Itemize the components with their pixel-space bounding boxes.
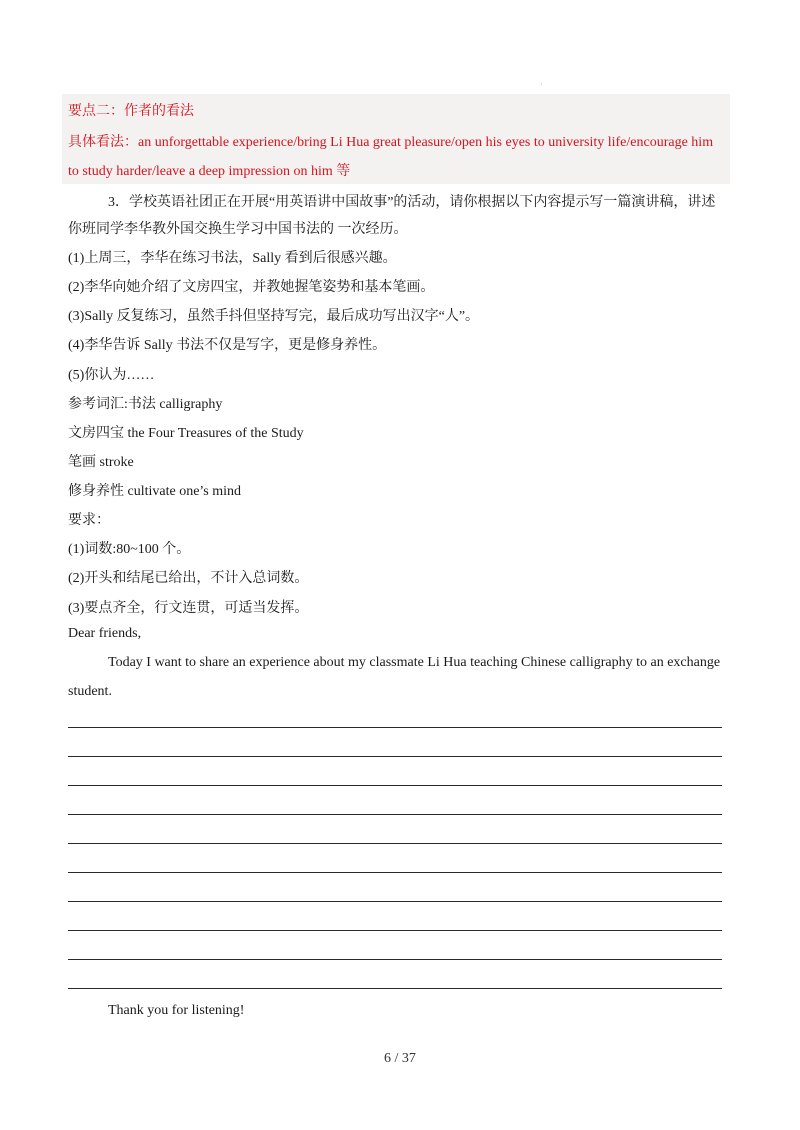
question-intro-line-2: 你班同学李华教外国交换生学习中国书法的 一次经历。 — [68, 222, 408, 237]
point-item-3: (3)Sally 反复练习，虽然手抖但坚持写完，最后成功写出汉字“人”。 — [68, 309, 480, 324]
writing-line — [68, 959, 722, 960]
point-item-4: (4)李华告诉 Sally 书法不仅是写字，更是修身养性。 — [68, 338, 387, 353]
point-two-heading: 要点二：作者的看法 — [68, 104, 194, 119]
writing-line — [68, 872, 722, 873]
vocab-item-4: 修身养性 cultivate one’s mind — [68, 484, 242, 499]
requirement-item-2: (2)开头和结尾已给出，不计入总词数。 — [68, 571, 309, 586]
letter-opening-line-1: Today I want to share an experience about my classmate Li Hua teaching Chinese calligraphy to an exchange — [108, 655, 721, 670]
writing-line — [68, 756, 722, 757]
point-two-details-line-2: to study harder/leave a deep impression on him 等 — [68, 164, 351, 179]
letter-greeting: Dear friends, — [68, 626, 142, 641]
vocab-item-3: 笔画 stroke — [68, 455, 134, 470]
requirement-item-3: (3)要点齐全，行文连贯，可适当发挥。 — [68, 601, 309, 616]
question-intro-line-1: 3．学校英语社团正在开展“用英语讲中国故事”的活动，请你根据以下内容提示写一篇演讲稿，讲述 — [108, 195, 716, 210]
writing-line — [68, 727, 722, 728]
letter-opening-line-2: student. — [68, 684, 112, 699]
writing-line — [68, 814, 722, 815]
requirements-title: 要求： — [68, 513, 110, 528]
point-item-1: (1)上周三，李华在练习书法，Sally 看到后很感兴趣。 — [68, 251, 397, 266]
vocab-item-2: 文房四宝 the Four Treasures of the Study — [68, 426, 304, 441]
point-item-2: (2)李华向她介绍了文房四宝，并教她握笔姿势和基本笔画。 — [68, 280, 435, 295]
writing-line — [68, 988, 722, 989]
writing-line — [68, 843, 722, 844]
point-item-5: (5)你认为…… — [68, 368, 155, 383]
requirement-item-1: (1)词数:80~100 个。 — [68, 542, 191, 557]
page-number: 6 / 37 — [384, 1051, 416, 1066]
vocab-item-1: 参考词汇:书法 calligraphy — [68, 397, 223, 412]
writing-line — [68, 901, 722, 902]
writing-line — [68, 785, 722, 786]
letter-closing: Thank you for listening! — [108, 1003, 245, 1018]
point-two-details-line-1: 具体看法：an unforgettable experience/bring Li Hua great pleasure/open his eyes to university life/encourage him — [68, 135, 714, 150]
writing-line — [68, 930, 722, 931]
scan-mark: · — [540, 80, 543, 89]
